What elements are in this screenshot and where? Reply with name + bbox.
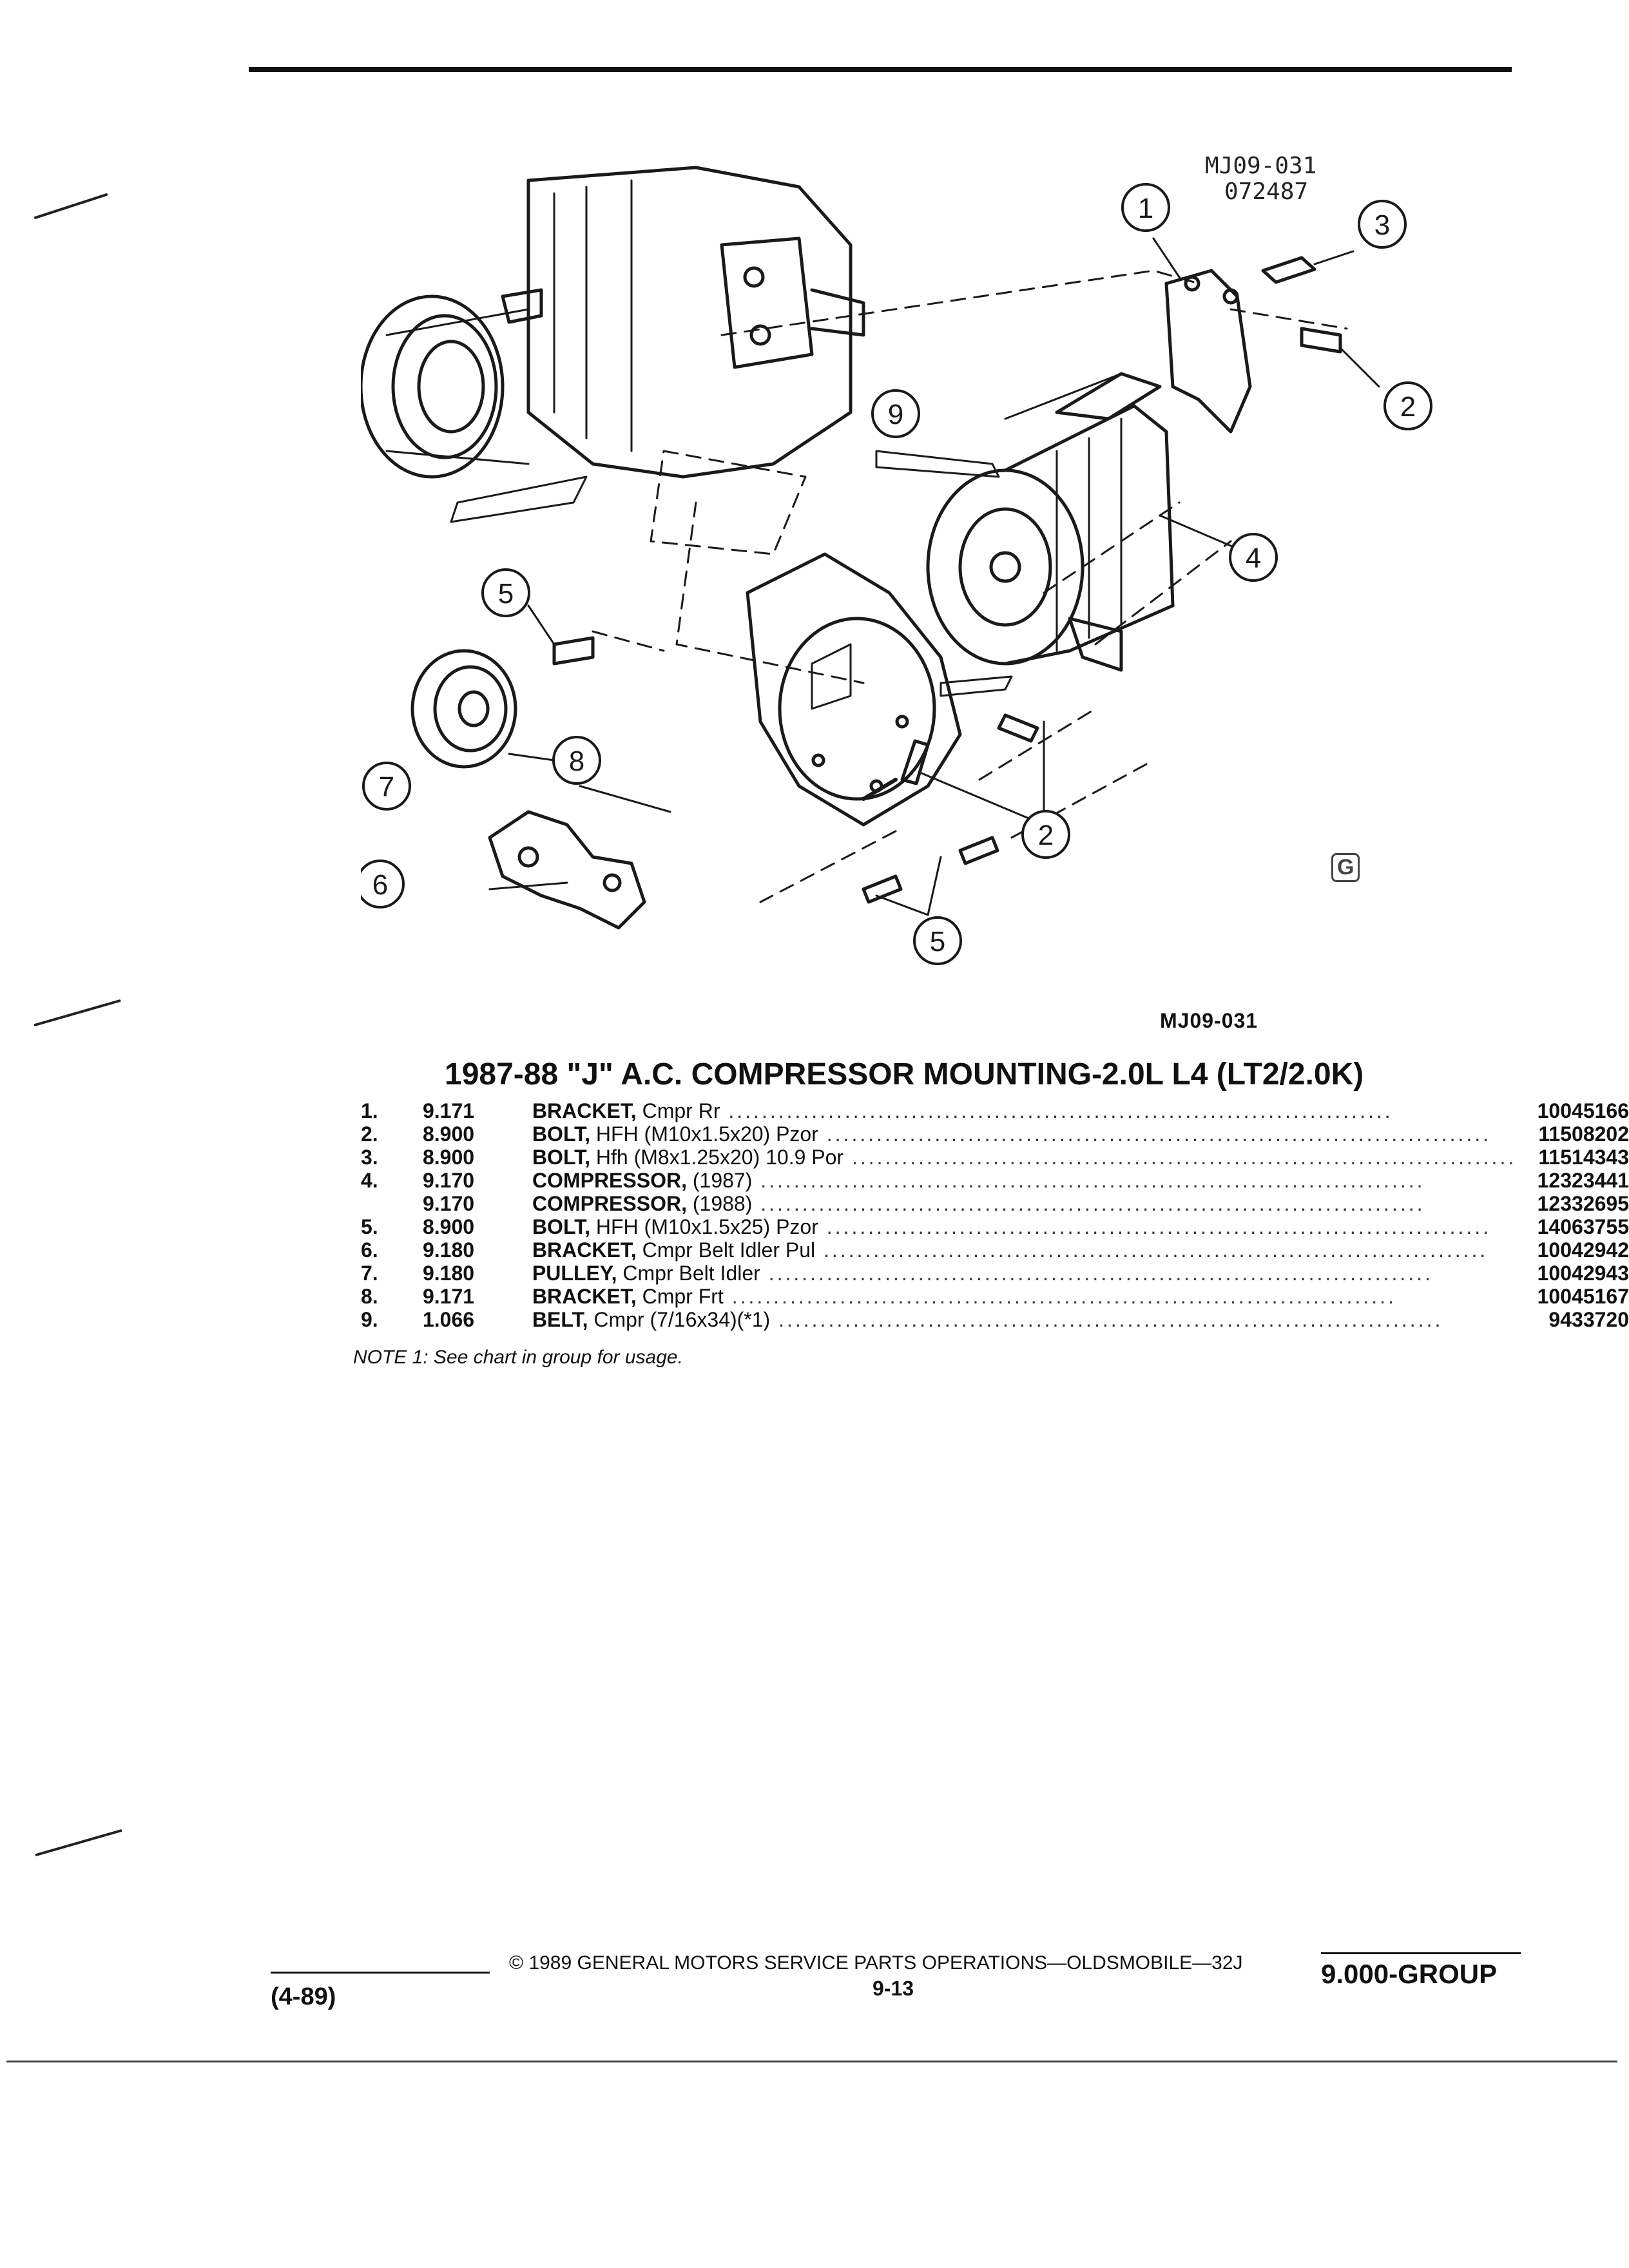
part-description xyxy=(532,1238,1516,1262)
part-spec: Hfh (M8x1.25x20) 10.9 Por xyxy=(595,1146,844,1169)
group-number: 8.900 xyxy=(422,1122,475,1146)
footer-copyright: © 1989 GENERAL MOTORS SERVICE PARTS OPERATIONS—OLDSMOBILE—32J xyxy=(509,1952,1243,1974)
parts-list xyxy=(361,1099,1629,1331)
part-spec: (1988) xyxy=(692,1192,753,1215)
diagram-code-line2: 072487 xyxy=(1224,178,1309,205)
callout-8: 8 xyxy=(568,745,585,777)
bolt-3-shape xyxy=(1263,258,1315,282)
footer-rule-left xyxy=(271,1972,490,1974)
callout-4: 4 xyxy=(1245,543,1262,574)
part-name: BRACKET, xyxy=(532,1099,637,1122)
group-number: 9.171 xyxy=(422,1285,475,1308)
part-description xyxy=(532,1099,1516,1122)
part-number: 10042943 xyxy=(1537,1262,1629,1285)
parts-row xyxy=(361,1262,1629,1285)
scan-mark xyxy=(34,193,108,220)
callout-6: 6 xyxy=(372,869,389,901)
part-spec: Cmpr (7/16x34)(*1) xyxy=(593,1308,771,1331)
leader-dots: ................................................................................ xyxy=(818,1122,1492,1146)
parts-row xyxy=(361,1099,1629,1122)
callout-5-top: 5 xyxy=(497,578,514,610)
engine-block-illustration xyxy=(361,168,863,522)
bolt-5-shape xyxy=(554,638,593,664)
part-name: BOLT, xyxy=(532,1122,590,1146)
parts-row xyxy=(361,1169,1629,1192)
part-name: COMPRESSOR, xyxy=(532,1169,687,1192)
part-number: 11508202 xyxy=(1538,1122,1629,1146)
leader-dots: ................................................................................ xyxy=(760,1262,1433,1285)
item-number: 5. xyxy=(361,1215,378,1238)
diagram-code xyxy=(1205,153,1316,205)
part-name: BRACKET, xyxy=(532,1285,637,1308)
callout-9: 9 xyxy=(887,399,904,430)
section-title: 1987-88 "J" A.C. COMPRESSOR MOUNTING-2.0L L4 (LT2/2.0K) xyxy=(445,1057,1364,1091)
item-number: 1. xyxy=(361,1099,378,1122)
group-number: 8.900 xyxy=(422,1146,475,1169)
part-number: 10045166 xyxy=(1537,1099,1629,1122)
parts-row xyxy=(361,1238,1629,1262)
item-number: 8. xyxy=(361,1285,378,1308)
parts-row xyxy=(361,1215,1629,1238)
part-description xyxy=(532,1192,1516,1215)
scan-mark xyxy=(35,1829,122,1856)
idler-bracket-shape xyxy=(490,812,644,928)
part-number: 12332695 xyxy=(1537,1192,1629,1215)
part-spec: Cmpr Rr xyxy=(642,1099,720,1122)
part-description xyxy=(532,1308,1516,1331)
group-number: 9.170 xyxy=(422,1192,475,1215)
callout-3: 3 xyxy=(1374,209,1391,241)
figure-label: MJ09-031 xyxy=(1160,1009,1258,1032)
callout-2-top: 2 xyxy=(1400,391,1416,423)
group-number: 8.900 xyxy=(422,1215,475,1238)
part-spec: HFH (M10x1.5x25) Pzor xyxy=(595,1215,818,1238)
part-number: 12323441 xyxy=(1537,1169,1629,1192)
callout-5-bottom: 5 xyxy=(929,926,946,957)
part-description xyxy=(532,1285,1516,1308)
leader-dots: ................................................................................ xyxy=(815,1238,1489,1262)
front-bracket-shape xyxy=(747,554,960,825)
part-number: 9433720 xyxy=(1548,1308,1629,1331)
leader-dots: ................................................................................ xyxy=(723,1285,1396,1308)
item-number: 7. xyxy=(361,1262,378,1285)
group-number: 1.066 xyxy=(422,1308,475,1331)
item-number: 6. xyxy=(361,1238,378,1262)
part-description xyxy=(532,1262,1516,1285)
scan-mark xyxy=(34,999,121,1026)
callout-2-bottom: 2 xyxy=(1037,820,1054,851)
part-name: COMPRESSOR, xyxy=(532,1192,687,1215)
header-rule xyxy=(249,67,1512,72)
item-number: 9. xyxy=(361,1308,378,1331)
part-name: BRACKET, xyxy=(532,1238,637,1262)
item-number: 4. xyxy=(361,1169,378,1192)
group-number: 9.180 xyxy=(422,1238,475,1262)
footer-rule-right xyxy=(1321,1952,1521,1954)
part-spec: Cmpr Belt Idler Pul xyxy=(642,1238,816,1262)
item-number xyxy=(361,1192,423,1215)
parts-row xyxy=(361,1192,1629,1215)
part-name: PULLEY, xyxy=(532,1262,617,1285)
parts-row xyxy=(361,1122,1629,1146)
group-number: 9.171 xyxy=(422,1099,475,1122)
diagram-code-line1: MJ09-031 xyxy=(1205,153,1317,179)
idler-pulley-shape xyxy=(412,651,516,767)
part-number: 10042942 xyxy=(1537,1238,1629,1262)
exploded-view-diagram xyxy=(361,142,1456,979)
group-number: 9.170 xyxy=(422,1169,475,1192)
parts-row xyxy=(361,1285,1629,1308)
part-description xyxy=(532,1122,1516,1146)
part-name: BOLT, xyxy=(532,1146,590,1169)
part-spec: Cmpr Frt xyxy=(642,1285,724,1308)
compressor-shape xyxy=(928,374,1173,670)
part-description xyxy=(532,1146,1516,1169)
leader-dots: ................................................................................ xyxy=(770,1308,1443,1331)
leader-dots: ................................................................................ xyxy=(843,1146,1517,1169)
part-number: 10045167 xyxy=(1537,1285,1629,1308)
part-spec: HFH (M10x1.5x20) Pzor xyxy=(595,1122,818,1146)
part-number: 11514343 xyxy=(1538,1146,1629,1169)
item-number: 3. xyxy=(361,1146,378,1169)
group-number: 9.180 xyxy=(422,1262,475,1285)
part-number: 14063755 xyxy=(1537,1215,1629,1238)
part-spec: Cmpr Belt Idler xyxy=(622,1262,760,1285)
callout-1: 1 xyxy=(1137,193,1154,224)
item-number: 2. xyxy=(361,1122,378,1146)
part-name: BELT, xyxy=(532,1308,588,1331)
revision-date: (4-89) xyxy=(271,1983,336,2010)
callout-7: 7 xyxy=(378,771,395,803)
part-name: BOLT, xyxy=(532,1215,590,1238)
leader-dots: ................................................................................ xyxy=(720,1099,1393,1122)
parts-row xyxy=(361,1308,1629,1331)
part-description xyxy=(532,1215,1516,1238)
leader-dots: ................................................................................ xyxy=(818,1215,1492,1238)
parts-row xyxy=(361,1146,1629,1169)
usage-note: NOTE 1: See chart in group for usage. xyxy=(353,1347,683,1368)
part-spec: (1987) xyxy=(692,1169,753,1192)
gm-logo: G xyxy=(1331,853,1360,882)
bolt-2-shape xyxy=(1302,329,1340,352)
part-description xyxy=(532,1169,1516,1192)
leader-dots: ................................................................................ xyxy=(752,1192,1425,1215)
leader-dots: ................................................................................ xyxy=(752,1169,1425,1192)
group-label: 9.000-GROUP xyxy=(1321,1959,1498,1989)
page-number: 9-13 xyxy=(872,1977,914,2000)
bottom-rule xyxy=(6,2061,1617,2062)
belt-shape xyxy=(876,451,999,477)
